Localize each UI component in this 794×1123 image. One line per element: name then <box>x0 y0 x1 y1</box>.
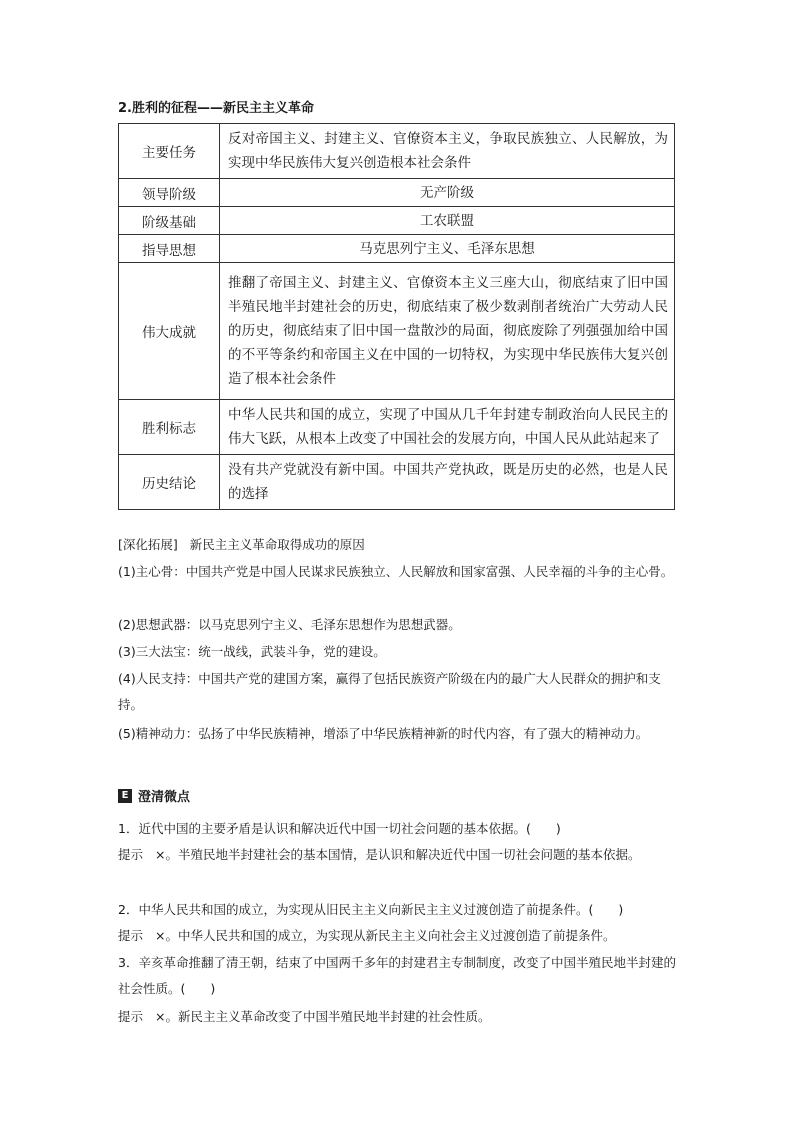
extension-item: (1)主心骨：中国共产党是中国人民谋求民族独立、人民解放和国家富强、人民幸福的斗争的主心骨。 <box>118 564 674 579</box>
extension-title: 新民主主义革命取得成功的原因 <box>189 537 365 552</box>
row-key: 阶级基础 <box>119 207 220 235</box>
section-title: 2.胜利的征程——新民主主义革命 <box>118 101 314 116</box>
row-key: 伟大成就 <box>119 263 220 400</box>
question: 1．近代中国的主要矛盾是认识和解决近代中国一切社会问题的基本依据。( ) <box>118 821 561 836</box>
table-row <box>119 179 675 207</box>
row-value: 中华人民共和国的成立，实现了中国从几千年封建专制政治向人民民主的伟大飞跃，从根本上改变了中国社会的发展方向，中国人民从此站起来了 <box>220 400 675 455</box>
row-key: 指导思想 <box>119 235 220 263</box>
table-row <box>119 263 675 400</box>
hint <box>118 1004 678 1030</box>
question: 2．中华人民共和国的成立，为实现从旧民主主义向新民主主义过渡创造了前提条件。( ) <box>118 902 624 917</box>
extension-heading <box>118 532 678 558</box>
row-value: 马克思列宁主义、毛泽东思想 <box>220 235 675 263</box>
hint-text: ×。新民主主义革命改变了中国半殖民地半封建的社会性质。 <box>155 1009 491 1024</box>
hint-label: 提示 <box>118 847 144 862</box>
extension-item: (3)三大法宝：统一战线，武装斗争，党的建设。 <box>118 644 386 659</box>
row-key: 领导阶级 <box>119 179 220 207</box>
row-value: 推翻了帝国主义、封建主义、官僚资本主义三座大山，彻底结束了旧中国半殖民地半封建社会的历史，彻底结束了极少数剥削者统治广大劳动人民的历史，彻底结束了旧中国一盘散沙的局面，彻底废除了列强强加给中国的不平等条约和帝国主义在中国的一切特权，为实现中华民族伟大复兴创造了根本社会条件 <box>220 263 675 400</box>
table-row <box>119 455 675 510</box>
hint-text: ×。半殖民地半封建社会的基本国情，是认识和解决近代中国一切社会问题的基本依据。 <box>155 847 641 862</box>
row-key: 胜利标志 <box>119 400 220 455</box>
hint <box>118 923 678 949</box>
extension-bracket: [深化拓展] <box>118 537 178 552</box>
clarify-title: 澄清微点 <box>138 790 191 805</box>
row-key: 主要任务 <box>119 124 220 179</box>
table-row <box>119 400 675 455</box>
row-key: 历史结论 <box>119 455 220 510</box>
extension-item: (5)精神动力：弘扬了中华民族精神，增添了中华民族精神新的时代内容，有了强大的精神动力。 <box>118 726 649 741</box>
hint-label: 提示 <box>118 928 144 943</box>
row-value: 没有共产党就没有新中国。中国共产党执政，既是历史的必然，也是人民的选择 <box>220 455 675 510</box>
clarify-icon: E <box>118 789 132 803</box>
row-value: 工农联盟 <box>220 207 675 235</box>
hint-text: ×。中华人民共和国的成立，为实现从新民主主义向社会主义过渡创造了前提条件。 <box>155 928 616 943</box>
row-value: 反对帝国主义、封建主义、官僚资本主义，争取民族独立、人民解放，为实现中华民族伟大复兴创造根本社会条件 <box>220 124 675 179</box>
table-row <box>119 207 675 235</box>
table-row <box>119 235 675 263</box>
revolution-table <box>118 123 675 510</box>
extension-item: (4)人民支持：中国共产党的建国方案，赢得了包括民族资产阶级在内的最广大人民群众的拥护和支持。 <box>118 671 661 712</box>
hint <box>118 842 678 868</box>
question: 3．辛亥革命推翻了清王朝，结束了中国两千多年的封建君主专制制度，改变了中国半殖民地半封建的社会性质。( ) <box>118 955 676 996</box>
clarify-heading <box>118 786 190 805</box>
table-row <box>119 124 675 179</box>
hint-label: 提示 <box>118 1009 144 1024</box>
row-value: 无产阶级 <box>220 179 675 207</box>
extension-item: (2)思想武器：以马克思列宁主义、毛泽东思想作为思想武器。 <box>118 617 461 632</box>
